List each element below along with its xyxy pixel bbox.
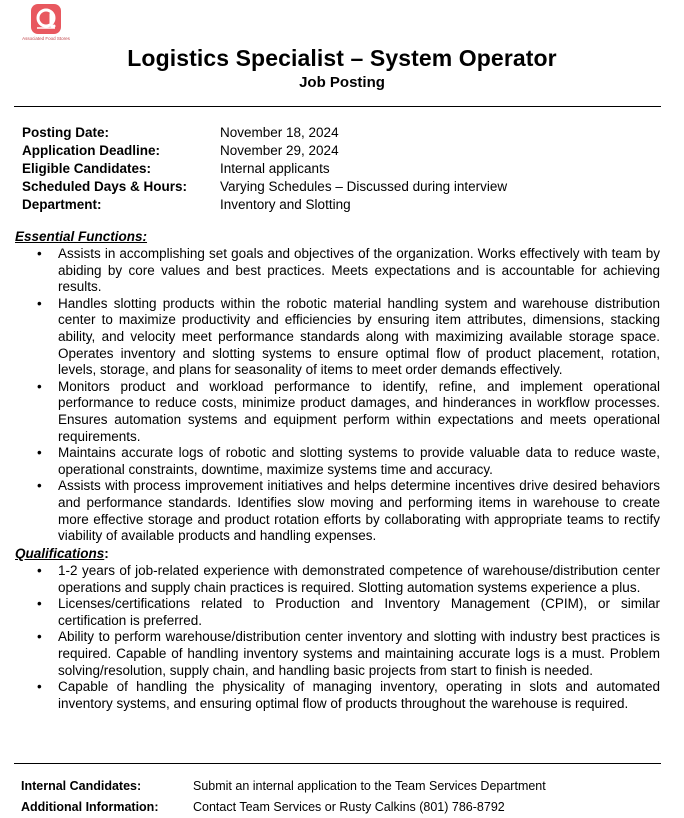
- bottom-divider: [14, 763, 661, 764]
- detail-row-deadline: [22, 142, 507, 160]
- detail-value: November 18, 2024: [220, 125, 339, 140]
- detail-row-eligible: [22, 160, 507, 178]
- detail-row-schedule: [22, 178, 507, 196]
- company-logo: [16, 4, 76, 41]
- list-item: • Handles slotting products within the robotic material handling system and warehouse distribution center to maximize productivity and efficiencies by ensuring item attributes, dimensions, stacking ability, and velocity meet performance standards along with maximizing available storage space. Operates inventory and slotting systems to ensure optimal flow of product placement, rotation, levels, storage, and plans for seasonality of items to meet order demands effectively.: [58, 296, 660, 379]
- list-item: • Assists in accomplishing set goals and objectives of the organization. Works effectively with team by abiding by core values and best practices. Meets expectations and is accountable for achieving results.: [58, 246, 660, 296]
- detail-label: Application Deadline:: [22, 143, 161, 158]
- top-divider: [14, 106, 661, 107]
- detail-row-department: [22, 196, 507, 214]
- detail-label: Department:: [22, 197, 102, 212]
- logo-mark-icon: [31, 4, 61, 34]
- posting-details: [22, 124, 507, 214]
- qualifications-heading-text: Qualifications: [15, 546, 105, 561]
- page-subtitle: Job Posting: [299, 74, 385, 91]
- footer-info: [21, 776, 546, 818]
- detail-value: Inventory and Slotting: [220, 197, 351, 212]
- qualifications-heading: [15, 546, 109, 562]
- essential-functions-list: [58, 246, 660, 545]
- footer-value: Contact Team Services or Rusty Calkins (801) 786-8792: [193, 800, 505, 814]
- footer-label: Internal Candidates:: [21, 779, 142, 793]
- essential-functions-heading-text: Essential Functions:: [15, 229, 148, 244]
- detail-value: November 29, 2024: [220, 143, 339, 158]
- detail-label: Posting Date:: [22, 125, 110, 140]
- detail-value: Internal applicants: [220, 161, 330, 176]
- footer-row-internal-candidates: [21, 776, 546, 797]
- list-item: • 1-2 years of job-related experience with demonstrated competence of warehouse/distribution center operations and supply chain practices is required. Slotting automation systems experience a plus.: [58, 563, 660, 596]
- logo-company-name: Associated Food Stores: [22, 36, 70, 41]
- footer-value: Submit an internal application to the Team Services Department: [193, 779, 546, 793]
- detail-label: Eligible Candidates:: [22, 161, 152, 176]
- list-item: • Licenses/certifications related to Production and Inventory Management (CPIM), or similar certification is preferred.: [58, 596, 660, 629]
- list-item: • Maintains accurate logs of robotic and slotting systems to provide valuable data to reduce waste, operational constraints, downtime, maximize systems time and accuracy.: [58, 445, 660, 478]
- detail-label: Scheduled Days & Hours:: [22, 179, 188, 194]
- detail-value: Varying Schedules – Discussed during interview: [220, 179, 508, 194]
- list-item: • Ability to perform warehouse/distribution center inventory and slotting with industry best practices is required. Capable of handling inventory systems and maintaining accurate logs is a must. Problem solving/resolution, supply chain, and handling basic projects from start to finish is needed.: [58, 629, 660, 679]
- page-title: Logistics Specialist – System Operator: [127, 45, 557, 71]
- footer-label: Additional Information:: [21, 800, 159, 814]
- list-item: • Monitors product and workload performance to identify, refine, and implement operational performance to reduce costs, minimize product damages, and hinderances in workflow processes. Ensures automation systems and equipment perform within expectations and meets operational requirements.: [58, 379, 660, 445]
- essential-functions-heading: [15, 229, 147, 245]
- footer-row-additional-info: [21, 797, 546, 818]
- qualifications-heading-colon: :: [104, 546, 109, 561]
- list-item: • Assists with process improvement initiatives and helps determine incentives drive desired behaviors and performance standards. Identifies slow moving and performing items in warehouse to create more effective storage and product rotation efforts by collaborating with appropriate teams to rectify viability of available products and handling expenses.: [58, 478, 660, 544]
- list-item: • Capable of handling the physicality of managing inventory, operating in slots and automated inventory systems, and ensuring optimal flow of products throughout the warehouse is required.: [58, 679, 660, 712]
- qualifications-list: [58, 563, 660, 712]
- detail-row-posting-date: [22, 124, 507, 142]
